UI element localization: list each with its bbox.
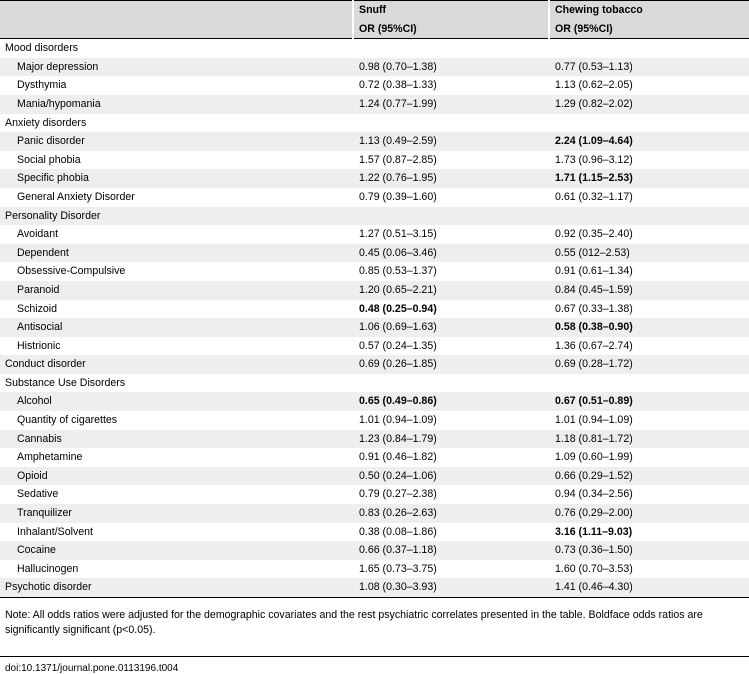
row-label: Avoidant [0,225,353,244]
snuff-or-cell: 0.98 (0.70–1.38) [353,58,549,77]
snuff-or-cell: 0.85 (0.53–1.37) [353,262,549,281]
row-label: Schizoid [0,300,353,319]
snuff-or-cell [353,114,549,133]
snuff-or-cell: 0.50 (0.24–1.06) [353,467,549,486]
table-row [0,244,749,263]
chewing-tobacco-or-cell: 1.29 (0.82–2.02) [549,95,749,114]
chewing-tobacco-or-cell: 0.94 (0.34–2.56) [549,485,749,504]
snuff-or-cell: 1.08 (0.30–3.93) [353,578,549,597]
snuff-or-cell: 0.45 (0.06–3.46) [353,244,549,263]
doi-text: doi:10.1371/journal.pone.0113196.t004 [5,663,179,674]
chewing-tobacco-or-cell: 0.55 (012–2.53) [549,244,749,263]
row-label: Amphetamine [0,448,353,467]
chewing-tobacco-or-cell [549,374,749,393]
row-label: General Anxiety Disorder [0,188,353,207]
header-row [0,1,749,20]
chewing-tobacco-or-cell: 0.76 (0.29–2.00) [549,504,749,523]
snuff-or-cell: 0.91 (0.46–1.82) [353,448,549,467]
snuff-or-cell: 1.13 (0.49–2.59) [353,132,549,151]
snuff-or-cell: 0.66 (0.37–1.18) [353,541,549,560]
row-label: Dysthymia [0,76,353,95]
table-row [0,262,749,281]
chewing-tobacco-or-cell: 0.84 (0.45–1.59) [549,281,749,300]
table-row [0,300,749,319]
column-header-snuff: Snuff [353,1,549,20]
table-row [0,337,749,356]
row-label: Inhalant/Solvent [0,523,353,542]
chewing-tobacco-or-cell: 3.16 (1.11–9.03) [549,523,749,542]
table-note: Note: All odds ratios were adjusted for the demographic covariates and the rest psychiatric correlates presented in the table. Boldface odds ratios are significantly significant (p<0.05). [5,609,703,636]
section-row [0,39,749,58]
chewing-tobacco-or-cell: 1.60 (0.70–3.53) [549,560,749,579]
snuff-or-cell: 1.65 (0.73–3.75) [353,560,549,579]
table-row [0,95,749,114]
row-label: Specific phobia [0,169,353,188]
row-label: Cannabis [0,430,353,449]
table-row [0,151,749,170]
table-row [0,318,749,337]
chewing-tobacco-or-cell: 1.09 (0.60–1.99) [549,448,749,467]
subheader-chewing-tobacco: OR (95%CI) [549,20,749,39]
chewing-tobacco-or-cell: 0.73 (0.36–1.50) [549,541,749,560]
snuff-or-cell: 0.38 (0.08–1.86) [353,523,549,542]
snuff-or-cell [353,207,549,226]
row-label: Conduct disorder [0,355,353,374]
table-row [0,541,749,560]
snuff-or-cell: 1.23 (0.84–1.79) [353,430,549,449]
section-label: Mood disorders [0,39,353,58]
section-label: Personality Disorder [0,207,353,226]
chewing-tobacco-or-cell: 0.77 (0.53–1.13) [549,58,749,77]
table-row [0,132,749,151]
table-row [0,225,749,244]
row-label: Antisocial [0,318,353,337]
snuff-or-cell: 1.01 (0.94–1.09) [353,411,549,430]
table-row [0,504,749,523]
chewing-tobacco-or-cell: 1.36 (0.67–2.74) [549,337,749,356]
subheader-snuff: OR (95%CI) [353,20,549,39]
snuff-or-cell: 1.22 (0.76–1.95) [353,169,549,188]
chewing-tobacco-or-cell: 0.66 (0.29–1.52) [549,467,749,486]
section-label: Substance Use Disorders [0,374,353,393]
row-label: Paranoid [0,281,353,300]
snuff-or-cell: 1.24 (0.77–1.99) [353,95,549,114]
table-row [0,448,749,467]
snuff-or-cell: 0.83 (0.26–2.63) [353,504,549,523]
table-row [0,188,749,207]
table-row [0,430,749,449]
table-row [0,411,749,430]
chewing-tobacco-or-cell: 1.73 (0.96–3.12) [549,151,749,170]
table-row [0,76,749,95]
table-row [0,523,749,542]
row-label: Mania/hypomania [0,95,353,114]
chewing-tobacco-or-cell [549,207,749,226]
row-label: Panic disorder [0,132,353,151]
header-blank-cell [0,1,353,20]
chewing-tobacco-or-cell [549,39,749,58]
snuff-or-cell: 0.48 (0.25–0.94) [353,300,549,319]
table-row [0,355,749,374]
subheader-blank-cell [0,20,353,39]
chewing-tobacco-or-cell: 1.18 (0.81–1.72) [549,430,749,449]
snuff-or-cell: 0.79 (0.27–2.38) [353,485,549,504]
section-row [0,114,749,133]
chewing-tobacco-or-cell: 1.01 (0.94–1.09) [549,411,749,430]
row-label: Opioid [0,467,353,486]
row-label: Sedative [0,485,353,504]
snuff-or-cell: 0.72 (0.38–1.33) [353,76,549,95]
snuff-or-cell: 0.69 (0.26–1.85) [353,355,549,374]
row-label: Hallucinogen [0,560,353,579]
chewing-tobacco-or-cell: 0.92 (0.35–2.40) [549,225,749,244]
section-row [0,374,749,393]
row-label: Psychotic disorder [0,578,353,597]
table-body [0,39,749,598]
snuff-or-cell: 0.57 (0.24–1.35) [353,337,549,356]
table-row [0,281,749,300]
chewing-tobacco-or-cell: 0.61 (0.32–1.17) [549,188,749,207]
table-row [0,560,749,579]
table-row [0,467,749,486]
table-row [0,58,749,77]
snuff-or-cell [353,374,549,393]
chewing-tobacco-or-cell: 2.24 (1.09–4.64) [549,132,749,151]
snuff-or-cell: 0.79 (0.39–1.60) [353,188,549,207]
chewing-tobacco-or-cell: 0.67 (0.51–0.89) [549,392,749,411]
chewing-tobacco-or-cell: 1.41 (0.46–4.30) [549,578,749,597]
table-row [0,392,749,411]
column-header-chewing-tobacco: Chewing tobacco [549,1,749,20]
row-label: Alcohol [0,392,353,411]
row-label: Social phobia [0,151,353,170]
subheader-row [0,20,749,39]
table-row [0,578,749,597]
snuff-or-cell: 1.06 (0.69–1.63) [353,318,549,337]
row-label: Major depression [0,58,353,77]
chewing-tobacco-or-cell: 0.58 (0.38–0.90) [549,318,749,337]
snuff-or-cell: 1.20 (0.65–2.21) [353,281,549,300]
row-label: Histrionic [0,337,353,356]
table-row [0,485,749,504]
chewing-tobacco-or-cell: 0.67 (0.33–1.38) [549,300,749,319]
row-label: Obsessive-Compulsive [0,262,353,281]
row-label: Quantity of cigarettes [0,411,353,430]
section-row [0,207,749,226]
chewing-tobacco-or-cell: 0.69 (0.28–1.72) [549,355,749,374]
snuff-or-cell: 1.57 (0.87–2.85) [353,151,549,170]
chewing-tobacco-or-cell [549,114,749,133]
snuff-or-cell [353,39,549,58]
chewing-tobacco-or-cell: 0.91 (0.61–1.34) [549,262,749,281]
row-label: Tranquilizer [0,504,353,523]
chewing-tobacco-or-cell: 1.71 (1.15–2.53) [549,169,749,188]
row-label: Cocaine [0,541,353,560]
snuff-or-cell: 0.65 (0.49–0.86) [353,392,549,411]
snuff-or-cell: 1.27 (0.51–3.15) [353,225,549,244]
row-label: Dependent [0,244,353,263]
table-row [0,169,749,188]
section-label: Anxiety disorders [0,114,353,133]
chewing-tobacco-or-cell: 1.13 (0.62–2.05) [549,76,749,95]
